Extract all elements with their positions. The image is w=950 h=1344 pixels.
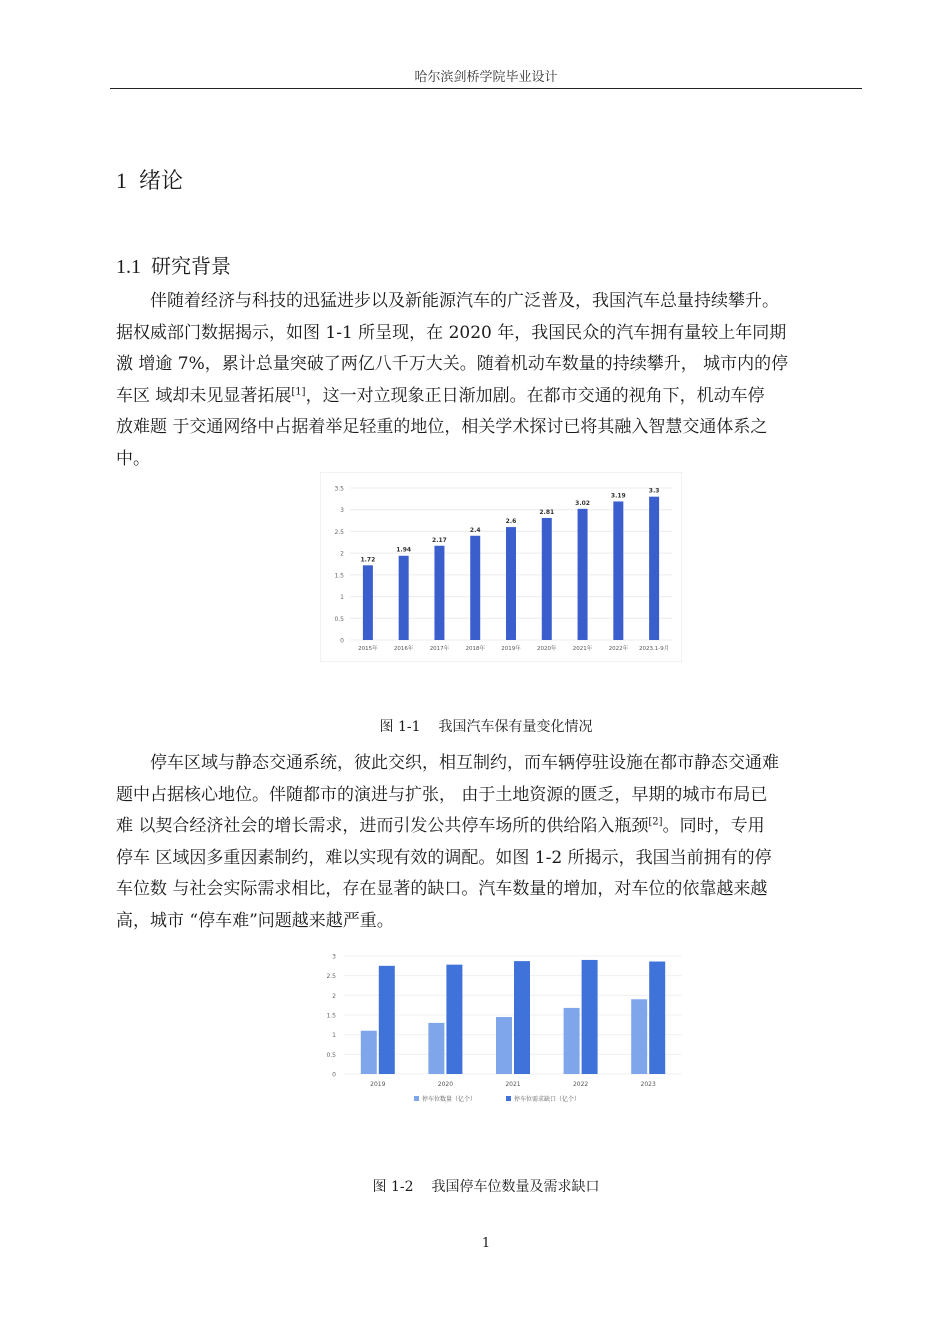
- paragraph-line: 停车区域与静态交通系统，彼此交织，相互制约，而车辆停驻设施在都市静态交通难: [150, 753, 779, 773]
- chart-2-bar: [428, 1023, 444, 1074]
- figure-2-title: 我国停车位数量及需求缺口: [431, 1179, 600, 1195]
- chart-1-x-tick-label: 2020年: [537, 646, 557, 652]
- citation-ref[interactable]: [1]: [291, 386, 306, 398]
- paragraph-line: [116, 811, 866, 843]
- figure-1-caption: [110, 716, 862, 736]
- paragraph-line: 中。: [116, 448, 150, 469]
- figure-2-caption: [110, 1176, 862, 1196]
- chart-1-bar: [542, 518, 552, 640]
- chart-1-y-tick-label: 2.5: [334, 528, 344, 536]
- chart-2-bar: [564, 1008, 580, 1074]
- chart-1-bar: [363, 565, 373, 640]
- paragraph-line: 据权威部门数据揭示，如图 1-1 所呈现，在 2020 年，我国民众的汽车拥有量较上年同期: [116, 322, 787, 343]
- header-rule: [110, 88, 862, 89]
- chart-1-data-label: 3.02: [575, 499, 590, 507]
- chart-1-data-label: 2.6: [505, 518, 517, 526]
- chart-2-x-tick-label: 2022: [572, 1081, 589, 1088]
- chart-1-x-tick-label: 2022年: [608, 646, 629, 652]
- paragraph-1: [116, 286, 866, 476]
- chart-2-legend-label: 停车位数量（亿个）: [422, 1096, 477, 1103]
- paragraph-line: [116, 381, 866, 413]
- chart-2-bar: [649, 962, 665, 1074]
- chart-1-data-label: 2.4: [469, 526, 481, 534]
- chart-2-x-tick-label: 2021: [505, 1081, 521, 1088]
- chart-2-legend-swatch: [414, 1096, 419, 1101]
- chart-2-bar: [496, 1017, 512, 1074]
- chart-1-x-tick-label: 2023.1-9月: [638, 646, 670, 652]
- chart-2-legend-swatch: [506, 1096, 511, 1101]
- chart-2-legend-label: 停车位需求缺口（亿个）: [514, 1096, 581, 1103]
- chart-2-bar: [631, 999, 647, 1074]
- chart-2-y-tick-label: 2: [332, 992, 336, 1000]
- section-heading: [116, 250, 231, 279]
- chart-1-y-tick-label: 3: [340, 507, 344, 515]
- chart-1-bar: [613, 501, 623, 640]
- chart-1-x-tick-label: 2015年: [358, 646, 378, 652]
- chart-1-y-tick-label: 3.5: [334, 485, 344, 493]
- chart-1-x-tick-label: 2016年: [393, 646, 414, 652]
- chart-2-bar: [446, 965, 462, 1074]
- chart-2-x-tick-label: 2023: [640, 1081, 656, 1088]
- chapter-title: 绪论: [139, 169, 184, 194]
- chart-2-y-tick-label: 0: [332, 1071, 336, 1079]
- paragraph-line: 停车 区域因多重因素制约，难以实现有效的调配。如图 1-2 所揭示，我国当前拥有的停: [116, 847, 772, 868]
- citation-ref[interactable]: [2]: [648, 816, 663, 828]
- chart-1-data-label: 3.19: [610, 492, 626, 500]
- chart-2-x-tick-label: 2020: [437, 1081, 454, 1088]
- chapter-heading: [116, 164, 183, 195]
- chart-1-data-label: 3.3: [648, 487, 660, 495]
- paragraph-text: 难 以契合经济社会的增长需求，进而引发公共停车场所的供给陷入瓶颈: [116, 816, 649, 837]
- chart-2-bar: [379, 966, 395, 1074]
- paragraph-text: 。同时，专用: [662, 816, 765, 837]
- paragraph-line: 放难题 于交通网络中占据着举足轻重的地位，相关学术探讨已将其融入智慧交通体系之: [116, 417, 768, 438]
- chart-1-y-tick-label: 0.5: [334, 615, 344, 623]
- chart-1-y-tick-label: 1.5: [334, 572, 344, 580]
- chart-1-bar: [506, 527, 516, 640]
- chart-2-bar: [361, 1031, 377, 1074]
- figure-1-number: 图 1-1: [379, 719, 421, 735]
- chart-2-bar: [514, 961, 530, 1074]
- figure-2-number: 图 1-2: [372, 1179, 414, 1195]
- chart-2-y-tick-label: 1: [332, 1032, 336, 1040]
- section-title: 研究背景: [151, 254, 231, 278]
- chart-1-bar: [470, 536, 480, 640]
- chart-1-frame: [320, 472, 682, 662]
- chart-1-bar: [649, 497, 659, 640]
- chart-1-data-label: 2.17: [432, 536, 447, 544]
- chart-2-y-tick-label: 0.5: [326, 1051, 336, 1059]
- paragraph-line: 题中占据核心地位。伴随都市的演进与扩张， 由于土地资源的匮乏，早期的城市布局已: [116, 784, 768, 805]
- paragraph-line: 激 增逾 7%，累计总量突破了两亿八千万大关。随着机动车数量的持续攀升， 城市内的停: [116, 354, 789, 375]
- page-number: 1: [481, 1236, 491, 1251]
- chapter-number: 1: [116, 168, 127, 193]
- chart-2-y-tick-label: 1.5: [326, 1012, 336, 1020]
- chart-1-bar: [434, 546, 444, 640]
- paragraph-text: 车区 域却未见显著拓展: [116, 385, 292, 406]
- chart-1-x-tick-label: 2017年: [429, 646, 450, 652]
- chart-1-x-tick-label: 2019年: [501, 646, 521, 652]
- chart-2-bar: [582, 960, 598, 1074]
- chart-2-y-tick-label: 2.5: [326, 973, 336, 981]
- running-header: 哈尔滨剑桥学院毕业设计: [414, 70, 558, 85]
- paragraph-line: 高，城市 “停车难”问题越来越严重。: [116, 910, 394, 931]
- chart-2-y-tick-label: 3: [332, 953, 336, 961]
- paragraph-2: [116, 748, 866, 938]
- chart-1-y-tick-label: 1: [340, 594, 344, 602]
- chart-1-y-tick-label: 2: [340, 550, 344, 558]
- figure-2-chart: [316, 946, 690, 1116]
- paragraph-line: 车位数 与社会实际需求相比，存在显著的缺口。汽车数量的增加，对车位的依靠越来越: [116, 879, 768, 900]
- chart-1-x-tick-label: 2021年: [572, 646, 593, 652]
- chart-1-data-label: 1.94: [396, 546, 412, 554]
- section-number: 1.1: [116, 256, 141, 278]
- chart-1-data-label: 1.72: [360, 556, 376, 564]
- chart-1-bar: [578, 509, 588, 640]
- chart-2-x-tick-label: 2019: [370, 1081, 386, 1088]
- paragraph-text: ，这一对立现象正日渐加剧。在都市交通的视角下，机动车停: [305, 385, 765, 406]
- chart-1-x-tick-label: 2018年: [465, 646, 485, 652]
- figure-1-title: 我国汽车保有量变化情况: [438, 719, 593, 735]
- car-ownership-bar-chart: [320, 472, 682, 662]
- parking-gap-bar-chart: [316, 946, 690, 1116]
- figure-1-chart: [320, 472, 682, 662]
- chart-1-y-tick-label: 0: [340, 637, 344, 645]
- chart-1-data-label: 2.81: [539, 508, 555, 516]
- chart-1-bar: [399, 556, 409, 640]
- paragraph-line: 伴随着经济与科技的迅猛进步以及新能源汽车的广泛普及，我国汽车总量持续攀升。: [150, 291, 779, 311]
